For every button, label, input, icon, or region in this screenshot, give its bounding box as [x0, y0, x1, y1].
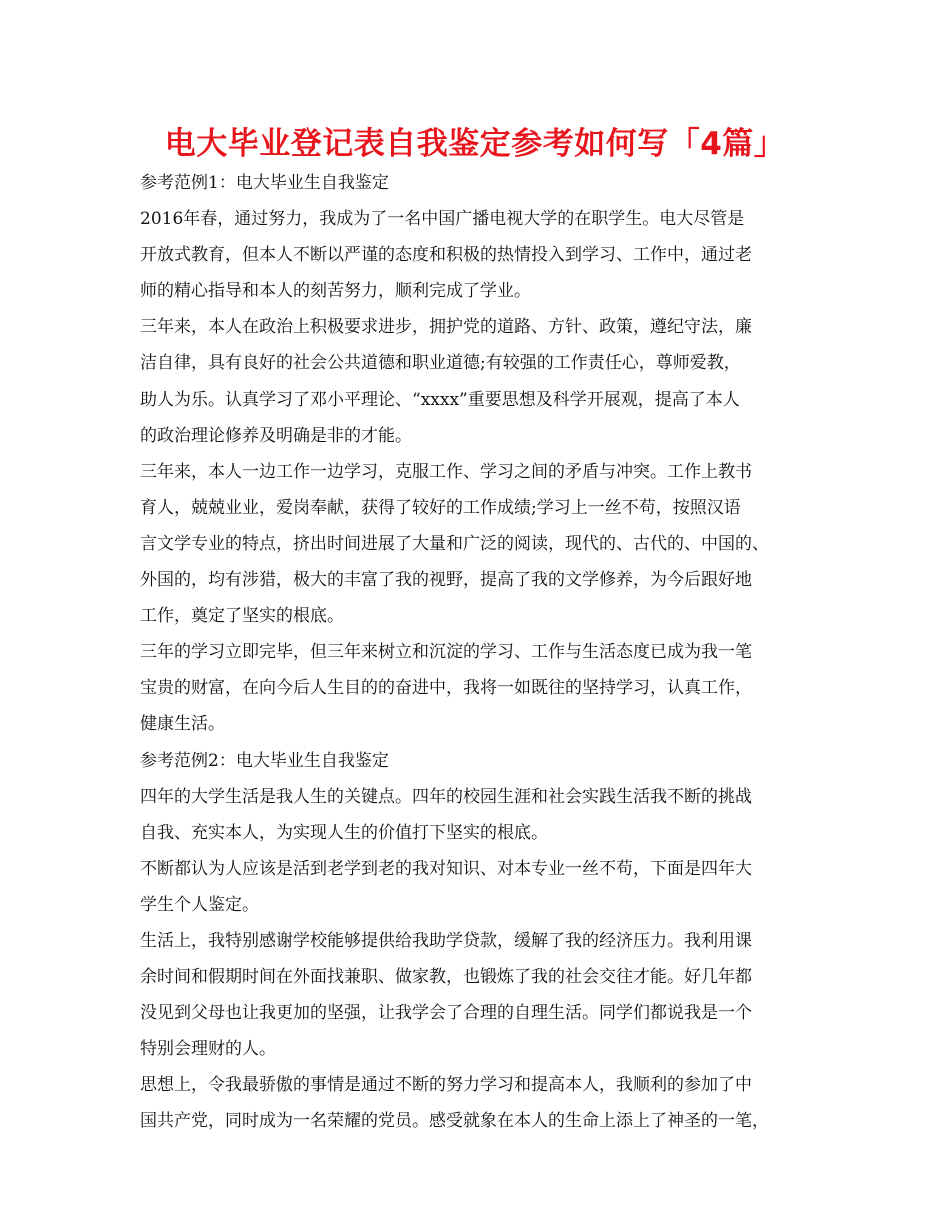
paragraph-line: 的政治理论修养及明确是非的才能。 [140, 425, 412, 446]
paragraph-line: 不断都认为人应该是活到老学到老的我对知识、对本专业一丝不苟，下面是四年大 [140, 858, 752, 879]
paragraph-line: 三年来，本人一边工作一边学习，克服工作、学习之间的矛盾与冲突。工作上教书 [140, 461, 752, 482]
paragraph-line: 学生个人鉴定。 [140, 894, 259, 915]
paragraph-line: 生活上，我特别感谢学校能够提供给我助学贷款，缓解了我的经济压力。我利用课 [140, 930, 752, 951]
paragraph-line: 宝贵的财富，在向今后人生目的的奋进中，我将一如既往的坚持学习，认真工作， [140, 678, 752, 699]
paragraph-line: 助人为乐。认真学习了邓小平理论、“xxxx”重要思想及科学开展观，提高了本人 [140, 389, 740, 410]
paragraph-line: 自我、充实本人，为实现人生的价值打下坚实的根底。 [140, 822, 548, 843]
paragraph-line: 工作，奠定了坚实的根底。 [140, 606, 344, 627]
paragraph-line: 参考范例2：电大毕业生自我鉴定 [140, 750, 389, 771]
paragraph-line: 洁自律，具有良好的社会公共道德和职业道德;有较强的工作责任心，尊师爱教， [140, 353, 741, 374]
paragraph-line: 特别会理财的人。 [140, 1039, 276, 1060]
paragraph-line: 开放式教育，但本人不断以严谨的态度和积极的热情投入到学习、工作中，通过老 [140, 245, 752, 266]
paragraph-line: 参考范例1：电大毕业生自我鉴定 [140, 173, 389, 193]
paragraph-line: 没见到父母也让我更加的坚强，让我学会了合理的自理生活。同学们都说我是一个 [140, 1003, 752, 1024]
paragraph-line: 育人，兢兢业业，爱岗奉献，获得了较好的工作成绩;学习上一丝不苟，按照汉语 [140, 497, 741, 518]
paragraph-line: 余时间和假期时间在外面找兼职、做家教，也锻炼了我的社会交往才能。好几年都 [140, 967, 752, 988]
paragraph-line: 师的精心指导和本人的刻苦努力，顺利完成了学业。 [140, 281, 531, 302]
paragraph-line: 外国的，均有涉猎，极大的丰富了我的视野，提高了我的文学修养，为今后跟好地 [140, 570, 752, 591]
document-body [140, 165, 830, 1140]
paragraph-line: 国共产党，同时成为一名荣耀的党员。感受就象在本人的生命上添上了神圣的一笔， [140, 1111, 769, 1132]
paragraph-line: 言文学专业的特点，挤出时间进展了大量和广泛的阅读，现代的、古代的、中国的、 [140, 533, 769, 554]
paragraph-line: 三年的学习立即完毕，但三年来树立和沉淀的学习、工作与生活态度已成为我一笔 [140, 642, 752, 663]
paragraph-line: 三年来，本人在政治上积极要求进步，拥护党的道路、方针、政策，遵纪守法，廉 [140, 317, 752, 338]
paragraph-line: 四年的大学生活是我人生的关键点。四年的校园生涯和社会实践生活我不断的挑战 [140, 786, 752, 807]
document-title: 电大毕业登记表自我鉴定参考如何写「4篇」 [164, 126, 786, 162]
paragraph-line: 思想上，令我最骄傲的事情是通过不断的努力学习和提高本人，我顺利的参加了中 [140, 1075, 752, 1096]
paragraph-line: 健康生活。 [140, 714, 225, 735]
paragraph-line: 2016年春，通过努力，我成为了一名中国广播电视大学的在职学生。电大尽管是 [140, 209, 745, 230]
